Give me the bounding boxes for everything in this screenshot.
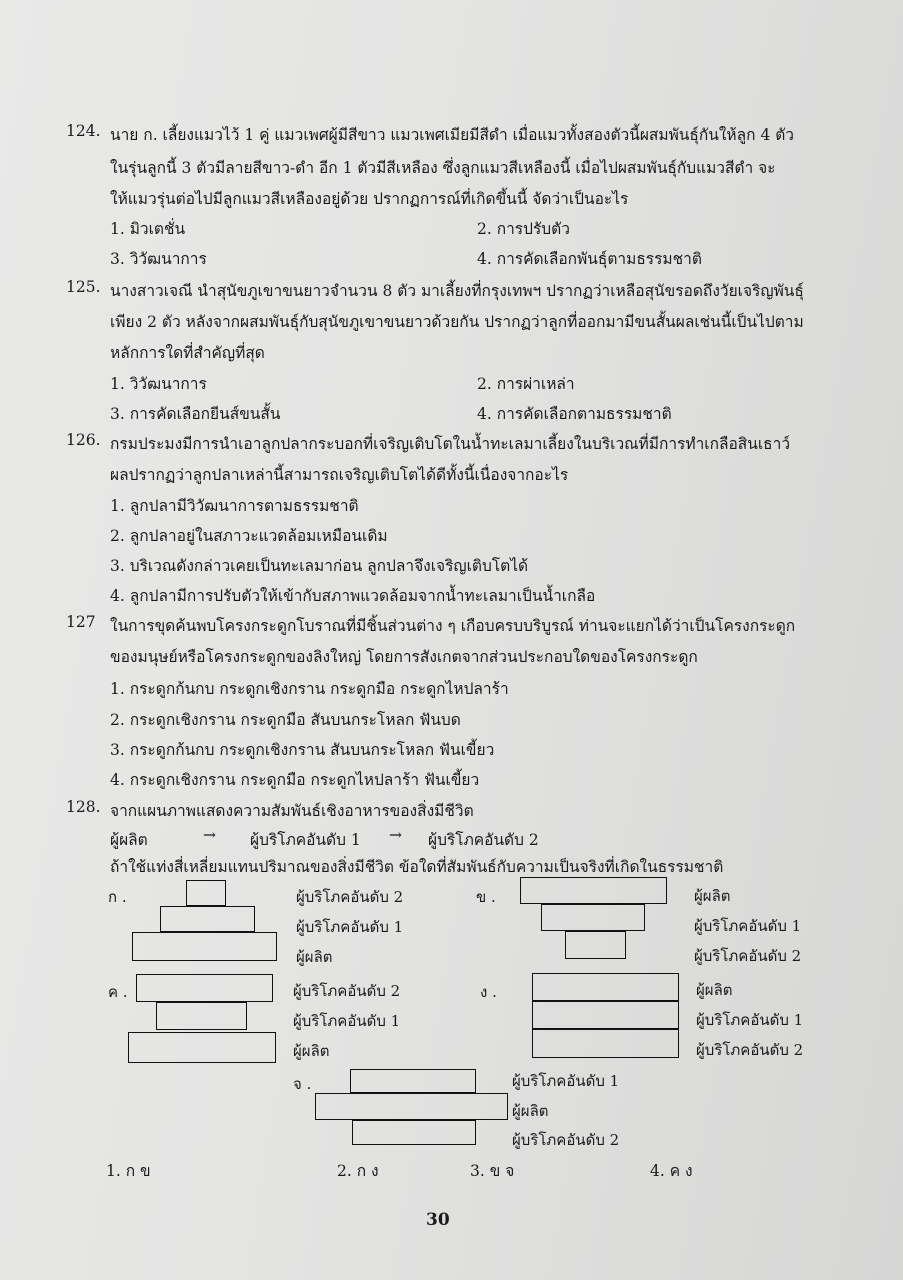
choice: 1. ลูกปลามีวิวัฒนาการตามธรรมชาติ xyxy=(110,497,359,515)
bar-label: ผู้ผลิต xyxy=(696,981,733,999)
chain-producer: ผู้ผลิต xyxy=(110,831,148,849)
arrow-icon: → xyxy=(203,826,216,844)
pyramid-bar xyxy=(520,877,667,904)
choice: 2. ก ง xyxy=(337,1162,379,1180)
question-text: ของมนุษย์หรือโครงกระดูกของลิงใหญ่ โดยการสังเกตจากส่วนประกอบใดของโครงกระดูก xyxy=(110,648,698,666)
bar-label: ผู้บริโภคอันดับ 1 xyxy=(512,1072,620,1090)
choice: 1. ก ข xyxy=(106,1162,151,1180)
choice: 4. กระดูกเชิงกราน กระดูกมือ กระดูกไหปลาร้า ฟันเขี้ยว xyxy=(110,771,480,789)
bar-label: ผู้บริโภคอันดับ 1 xyxy=(694,917,802,935)
bar-label: ผู้ผลิต xyxy=(694,887,731,905)
question-text: ในการขุดค้นพบโครงกระดูกโบราณที่มีชิ้นส่วนต่าง ๆ เกือบครบบริบูรณ์ ท่านจะแยกได้ว่าเป็นโครงกระดูก xyxy=(110,617,796,635)
choice: 1. กระดูกก้นกบ กระดูกเชิงกราน กระดูกมือ กระดูกไหปลาร้า xyxy=(110,680,509,698)
pyramid-bar xyxy=(132,932,277,961)
bar-label: ผู้บริโภคอันดับ 2 xyxy=(293,982,401,1000)
pyramid-bar xyxy=(350,1069,476,1093)
choice: 3. บริเวณดังกล่าวเคยเป็นทะเลมาก่อน ลูกปลาจึงเจริญเติบโตได้ xyxy=(110,557,529,575)
bar-label: ผู้บริโภคอันดับ 2 xyxy=(694,947,802,965)
chain-consumer-1: ผู้บริโภคอันดับ 1 xyxy=(250,831,361,849)
pyramid-bar xyxy=(186,880,226,906)
choice: 4. การคัดเลือกตามธรรมชาติ xyxy=(477,405,672,423)
question-text: นางสาวเจณี นำสุนัขภูเขาขนยาวจำนวน 8 ตัว มาเลี้ยงที่กรุงเทพฯ ปรากฏว่าเหลือสุนัขรอดถึงวัยเจริญพันธุ์ xyxy=(110,282,804,300)
bar-label: ผู้บริโภคอันดับ 2 xyxy=(296,888,404,906)
question-text: ผลปรากฏว่าลูกปลาเหล่านี้สามารถเจริญเติบโตได้ดีทั้งนี้เนื่องจากอะไร xyxy=(110,466,569,484)
question-number: 128. xyxy=(66,798,101,816)
bar-label: ผู้ผลิต xyxy=(512,1102,549,1120)
diagram-letter: ค . xyxy=(108,983,128,1001)
bar-label: ผู้ผลิต xyxy=(293,1042,330,1060)
choice: 2. กระดูกเชิงกราน กระดูกมือ สันบนกระโหลก ฟันบด xyxy=(110,711,461,729)
choice: 3. กระดูกก้นกบ กระดูกเชิงกราน สันบนกระโหลก ฟันเขี้ยว xyxy=(110,741,495,759)
question-text: นาย ก. เลี้ยงแมวไว้ 1 คู่ แมวเพศผู้มีสีขาว แมวเพศเมียมีสีดำ เมื่อแมวทั้งสองตัวนี้ผสมพันธุ์กันให้ลูก 4 ตัว xyxy=(110,126,794,144)
choice: 3. วิวัฒนาการ xyxy=(110,250,207,268)
pyramid-bar xyxy=(128,1032,276,1063)
pyramid-bar xyxy=(541,904,645,931)
pyramid-bar xyxy=(315,1093,508,1120)
bar-label: ผู้บริโภคอันดับ 2 xyxy=(512,1131,620,1149)
pyramid-bar xyxy=(532,1029,679,1058)
question-number: 127 xyxy=(66,613,96,631)
pyramid-bar xyxy=(160,906,255,932)
question-text: กรมประมงมีการนำเอาลูกปลากระบอกที่เจริญเติบโตในน้ำทะเลมาเลี้ยงในบริเวณที่มีการทำเกลือสินเธาว์ xyxy=(110,435,791,453)
diagram-letter: ข . xyxy=(476,888,496,906)
pyramid-bar xyxy=(532,1001,679,1029)
diagram-letter: ง . xyxy=(480,983,497,1001)
question-number: 125. xyxy=(66,278,101,296)
chain-consumer-2: ผู้บริโภคอันดับ 2 xyxy=(428,831,539,849)
choice: 3. การคัดเลือกยีนส์ขนสั้น xyxy=(110,405,281,423)
choice: 2. การผ่าเหล่า xyxy=(477,375,575,393)
bar-label: ผู้ผลิต xyxy=(296,948,333,966)
choice: 4. ค ง xyxy=(650,1162,693,1180)
bar-label: ผู้บริโภคอันดับ 1 xyxy=(696,1011,804,1029)
page-number: 30 xyxy=(426,1210,450,1230)
pyramid-bar xyxy=(565,931,626,959)
diagram-letter: จ . xyxy=(293,1075,312,1093)
pyramid-bar xyxy=(136,974,273,1002)
arrow-icon: → xyxy=(389,826,402,844)
question-text: ให้แมวรุ่นต่อไปมีลูกแมวสีเหลืองอยู่ด้วย ปรากฏการณ์ที่เกิดขึ้นนี้ จัดว่าเป็นอะไร xyxy=(110,190,629,208)
pyramid-bar xyxy=(156,1002,247,1030)
choice: 1. วิวัฒนาการ xyxy=(110,375,207,393)
question-text: จากแผนภาพแสดงความสัมพันธ์เชิงอาหารของสิ่งมีชีวิต xyxy=(110,802,474,820)
pyramid-bar xyxy=(352,1120,476,1145)
bar-label: ผู้บริโภคอันดับ 2 xyxy=(696,1041,804,1059)
choice: 4. การคัดเลือกพันธุ์ตามธรรมชาติ xyxy=(477,250,702,268)
choice: 1. มิวเตชั่น xyxy=(110,220,186,238)
choice: 2. การปรับตัว xyxy=(477,220,570,238)
question-number: 124. xyxy=(66,122,101,140)
pyramid-bar xyxy=(532,973,679,1001)
choice: 3. ข จ xyxy=(470,1162,515,1180)
choice: 4. ลูกปลามีการปรับตัวให้เข้ากับสภาพแวดล้อมจากน้ำทะเลมาเป็นน้ำเกลือ xyxy=(110,587,596,605)
question-text: หลักการใดที่สำคัญที่สุด xyxy=(110,344,265,362)
bar-label: ผู้บริโภคอันดับ 1 xyxy=(296,918,404,936)
question-number: 126. xyxy=(66,431,101,449)
diagram-letter: ก . xyxy=(108,888,127,906)
choice: 2. ลูกปลาอยู่ในสภาวะแวดล้อมเหมือนเดิม xyxy=(110,527,388,545)
question-text: เพียง 2 ตัว หลังจากผสมพันธุ์กับสุนัขภูเขาขนยาวด้วยกัน ปรากฏว่าลูกที่ออกมามีขนสั้นผลเช่นนี้เป็นไปตาม xyxy=(110,313,804,331)
question-text: ในรุ่นลูกนี้ 3 ตัวมีลายสีขาว-ดำ อีก 1 ตัวมีสีเหลือง ซึ่งลูกแมวสีเหลืองนี้ เมื่อไปผสมพันธุ์กับแมวสีดำ จะ xyxy=(110,159,776,177)
question-prompt: ถ้าใช้แท่งสี่เหลี่ยมแทนปริมาณของสิ่งมีชีวิต ข้อใดที่สัมพันธ์กับความเป็นจริงที่เกิดในธรรมชาติ xyxy=(110,858,724,876)
bar-label: ผู้บริโภคอันดับ 1 xyxy=(293,1012,401,1030)
